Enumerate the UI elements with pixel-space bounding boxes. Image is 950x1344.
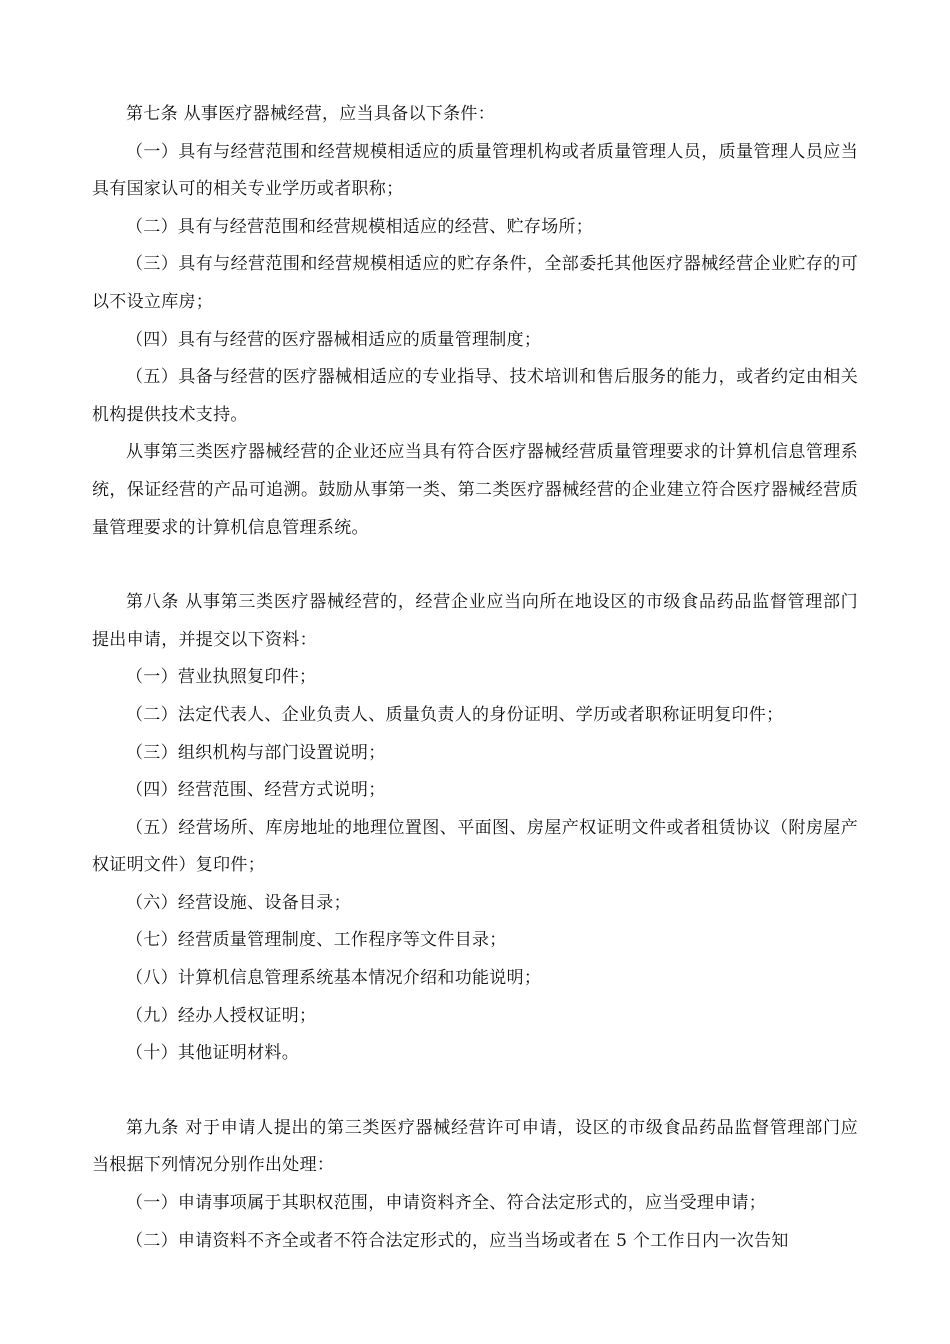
article-8-item-2: （二）法定代表人、企业负责人、质量负责人的身份证明、学历或者职称证明复印件； (126, 704, 784, 725)
article-8-item-10: （十）其他证明材料。 (126, 1043, 299, 1064)
article-7-item-4: （四）具有与经营的医疗器械相适应的质量管理制度； (126, 329, 542, 350)
article-7-heading: 第七条 从事医疗器械经营，应当具备以下条件： (126, 104, 496, 124)
article-8-item-5: （五）经营场所、库房地址的地理位置图、平面图、房屋产权证明文件或者租赁协议（附房屋产权证明文件）复印件； (92, 817, 858, 876)
article-9 (92, 1110, 858, 1260)
article-7-paragraph-2: 从事第三类医疗器械经营的企业还应当具有符合医疗器械经营质量管理要求的计算机信息管理系统，保证经营的产品可追溯。鼓励从事第一类、第二类医疗器械经营的企业建立符合医疗器械经营质量管理要求的计算机信息管理系统。 (92, 442, 858, 538)
article-8-item-3: （三）组织机构与部门设置说明； (126, 742, 386, 763)
article-9-heading: 第九条 对于申请人提出的第三类医疗器械经营许可申请，设区的市级食品药品监督管理部门应当根据下列情况分别作出处理： (92, 1117, 858, 1176)
article-8-item-4: （四）经营范围、经营方式说明； (126, 780, 386, 801)
article-8-item-9: （九）经办人授权证明； (126, 1005, 317, 1026)
article-9-item-2: （二）申请资料不齐全或者不符合法定形式的，应当当场或者在 5 个工作日内一次告知 (126, 1230, 789, 1251)
article-8 (92, 584, 858, 1073)
article-8-item-8: （八）计算机信息管理系统基本情况介绍和功能说明； (126, 968, 542, 989)
article-7-item-3: （三）具有与经营范围和经营规模相适应的贮存条件，全部委托其他医疗器械经营企业贮存的可以不设立库房； (92, 254, 858, 312)
article-8-item-6: （六）经营设施、设备目录； (126, 892, 351, 913)
article-8-heading: 第八条 从事第三类医疗器械经营的，经营企业应当向所在地设区的市级食品药品监督管理部门提出申请，并提交以下资料： (92, 592, 858, 650)
article-7-item-1: （一）具有与经营范围和经营规模相适应的质量管理机构或者质量管理人员，质量管理人员应当具有国家认可的相关专业学历或者职称； (92, 141, 858, 200)
article-7-item-2: （二）具有与经营范围和经营规模相适应的经营、贮存场所； (126, 216, 594, 237)
article-7-item-5: （五）具备与经营的医疗器械相适应的专业指导、技术培训和售后服务的能力，或者约定由相关机构提供技术支持。 (92, 367, 858, 425)
article-8-item-7: （七）经营质量管理制度、工作程序等文件目录； (126, 930, 507, 951)
article-8-item-1: （一）营业执照复印件； (126, 667, 317, 688)
article-7 (92, 96, 858, 547)
article-9-item-1: （一）申请事项属于其职权范围，申请资料齐全、符合法定形式的，应当受理申请； (126, 1193, 767, 1214)
